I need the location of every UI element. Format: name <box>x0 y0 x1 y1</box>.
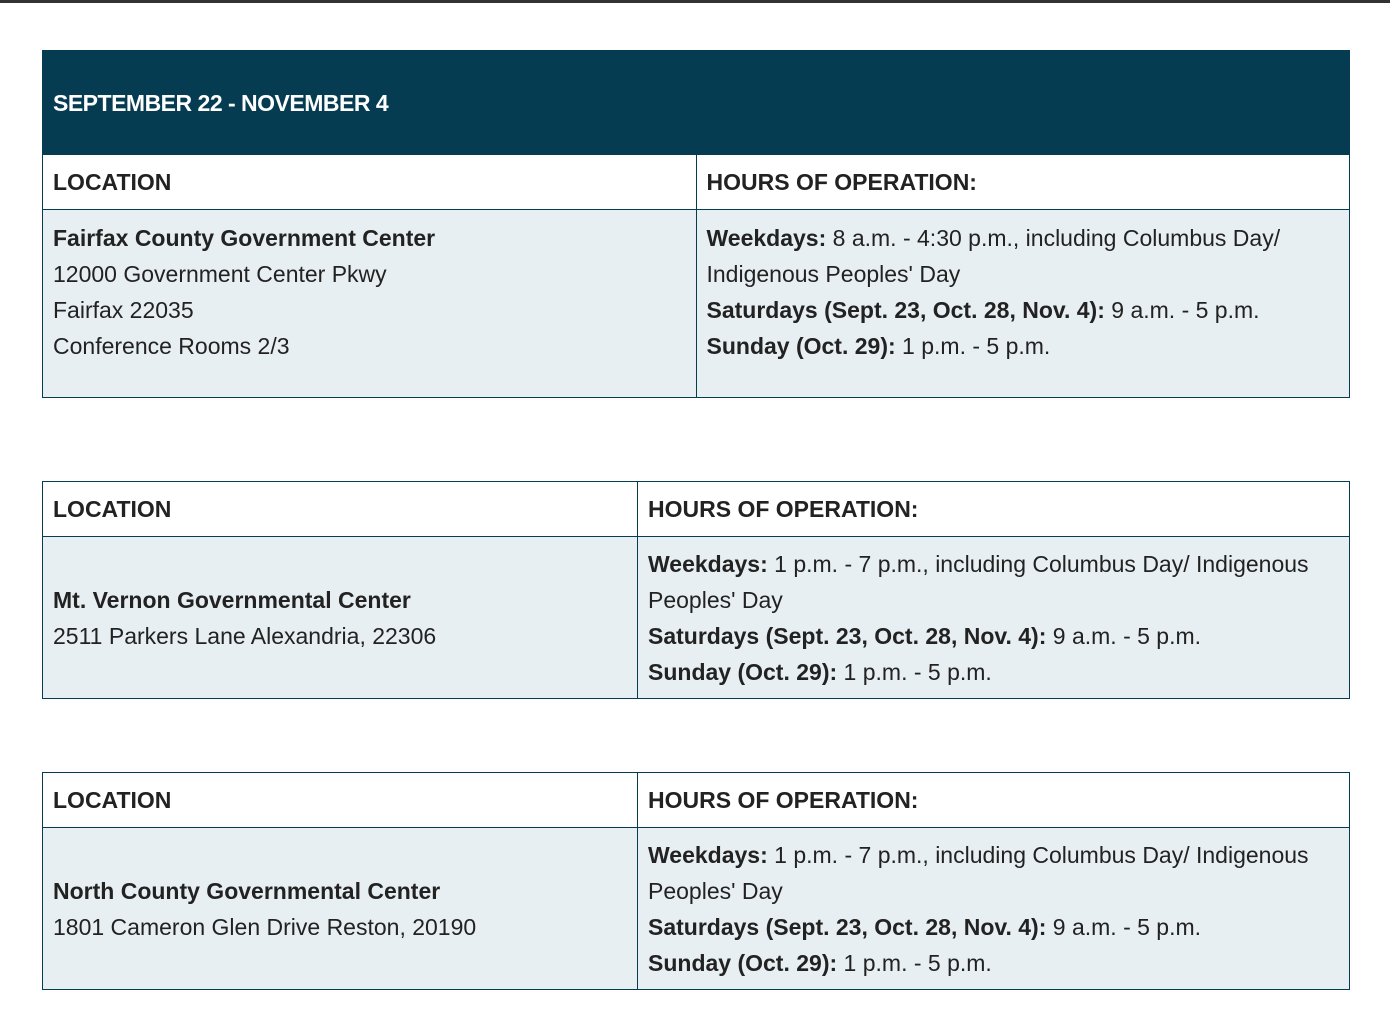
location-cell <box>43 537 638 699</box>
location-header: LOCATION <box>43 155 697 210</box>
sunday-hours <box>707 328 1340 364</box>
top-divider <box>0 0 1390 3</box>
hours-cell <box>696 210 1350 398</box>
sunday-value: 1 p.m. - 5 p.m. <box>895 333 1051 359</box>
hours-header: HOURS OF OPERATION: <box>638 773 1350 828</box>
saturdays-label: Saturdays (Sept. 23, Oct. 28, Nov. 4): <box>648 622 1047 649</box>
weekdays-value: 1 p.m. - 7 p.m., including Columbus Day/ Indigenous Peoples' Day <box>648 841 1309 904</box>
location-header: LOCATION <box>43 773 638 828</box>
address-line: 12000 Government Center Pkwy <box>53 261 387 287</box>
address-line: Conference Rooms 2/3 <box>53 333 290 359</box>
weekdays-value: 8 a.m. - 4:30 p.m., including Columbus Day/ Indigenous Peoples' Day <box>706 225 1281 287</box>
weekdays-label: Weekdays: <box>648 550 768 577</box>
saturdays-hours <box>707 292 1340 328</box>
location-name: Mt. Vernon Governmental Center <box>53 586 411 613</box>
saturdays-value: 9 a.m. - 5 p.m. <box>1046 913 1202 940</box>
saturdays-label: Saturdays (Sept. 23, Oct. 28, Nov. 4): <box>706 297 1105 323</box>
sunday-label: Sunday (Oct. 29): <box>706 333 896 359</box>
address-line: 1801 Cameron Glen Drive Reston, 20190 <box>53 913 477 940</box>
hours-cell <box>638 828 1350 990</box>
schedule-title: SEPTEMBER 22 - NOVEMBER 4 <box>43 51 1350 155</box>
hours-cell <box>638 537 1350 699</box>
hours-header: HOURS OF OPERATION: <box>696 155 1350 210</box>
sunday-hours <box>648 945 1339 981</box>
sunday-label: Sunday (Oct. 29): <box>648 658 838 685</box>
sunday-value: 1 p.m. - 5 p.m. <box>837 949 992 976</box>
location-header: LOCATION <box>43 482 638 537</box>
saturdays-value: 9 a.m. - 5 p.m. <box>1046 622 1202 649</box>
location-name: North County Governmental Center <box>53 877 441 904</box>
location-cell <box>43 828 638 990</box>
saturdays-hours <box>648 618 1339 654</box>
hours-header: HOURS OF OPERATION: <box>638 482 1350 537</box>
schedule-table-mt-vernon <box>42 481 1350 699</box>
weekdays-hours <box>707 220 1340 292</box>
saturdays-hours <box>648 909 1339 945</box>
sunday-hours <box>648 654 1339 690</box>
weekdays-value: 1 p.m. - 7 p.m., including Columbus Day/ Indigenous Peoples' Day <box>648 550 1309 613</box>
weekdays-hours <box>648 546 1339 618</box>
sunday-label: Sunday (Oct. 29): <box>648 949 838 976</box>
schedule-table-fairfax <box>42 50 1350 398</box>
location-name: Fairfax County Government Center <box>53 225 436 251</box>
address-line: Fairfax 22035 <box>53 297 194 323</box>
sunday-value: 1 p.m. - 5 p.m. <box>837 658 992 685</box>
saturdays-label: Saturdays (Sept. 23, Oct. 28, Nov. 4): <box>648 913 1047 940</box>
address-line: 2511 Parkers Lane Alexandria, 22306 <box>53 622 437 649</box>
location-cell <box>43 210 697 398</box>
weekdays-hours <box>648 837 1339 909</box>
schedule-table-north-county <box>42 772 1350 990</box>
weekdays-label: Weekdays: <box>648 841 768 868</box>
weekdays-label: Weekdays: <box>706 225 827 251</box>
saturdays-value: 9 a.m. - 5 p.m. <box>1104 297 1260 323</box>
